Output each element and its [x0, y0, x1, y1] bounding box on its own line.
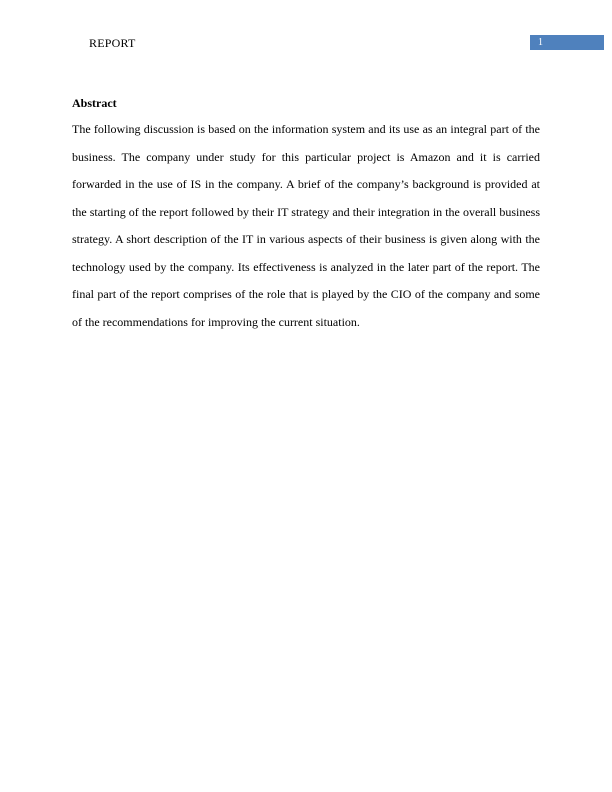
document-content — [72, 96, 540, 336]
abstract-heading: Abstract — [72, 96, 117, 110]
header-title: REPORT — [89, 36, 136, 50]
abstract-paragraph: The following discussion is based on the information system and its use as an integral part of the business. The company under study for this particular project is Amazon and it is carried forwarded in the use of IS in the company. A brief of the company’s background is provided at the starting of the report followed by their IT strategy and their integration in the overall business strategy. A short description of the IT in various aspects of their business is given along with the technology used by the company. Its effectiveness is analyzed in the later part of the report. The final part of the report comprises of the role that is played by the CIO of the company and some of the recommendations for improving the current situation. — [72, 122, 540, 329]
page-number-badge — [530, 35, 604, 50]
page-number: 1 — [538, 37, 543, 48]
